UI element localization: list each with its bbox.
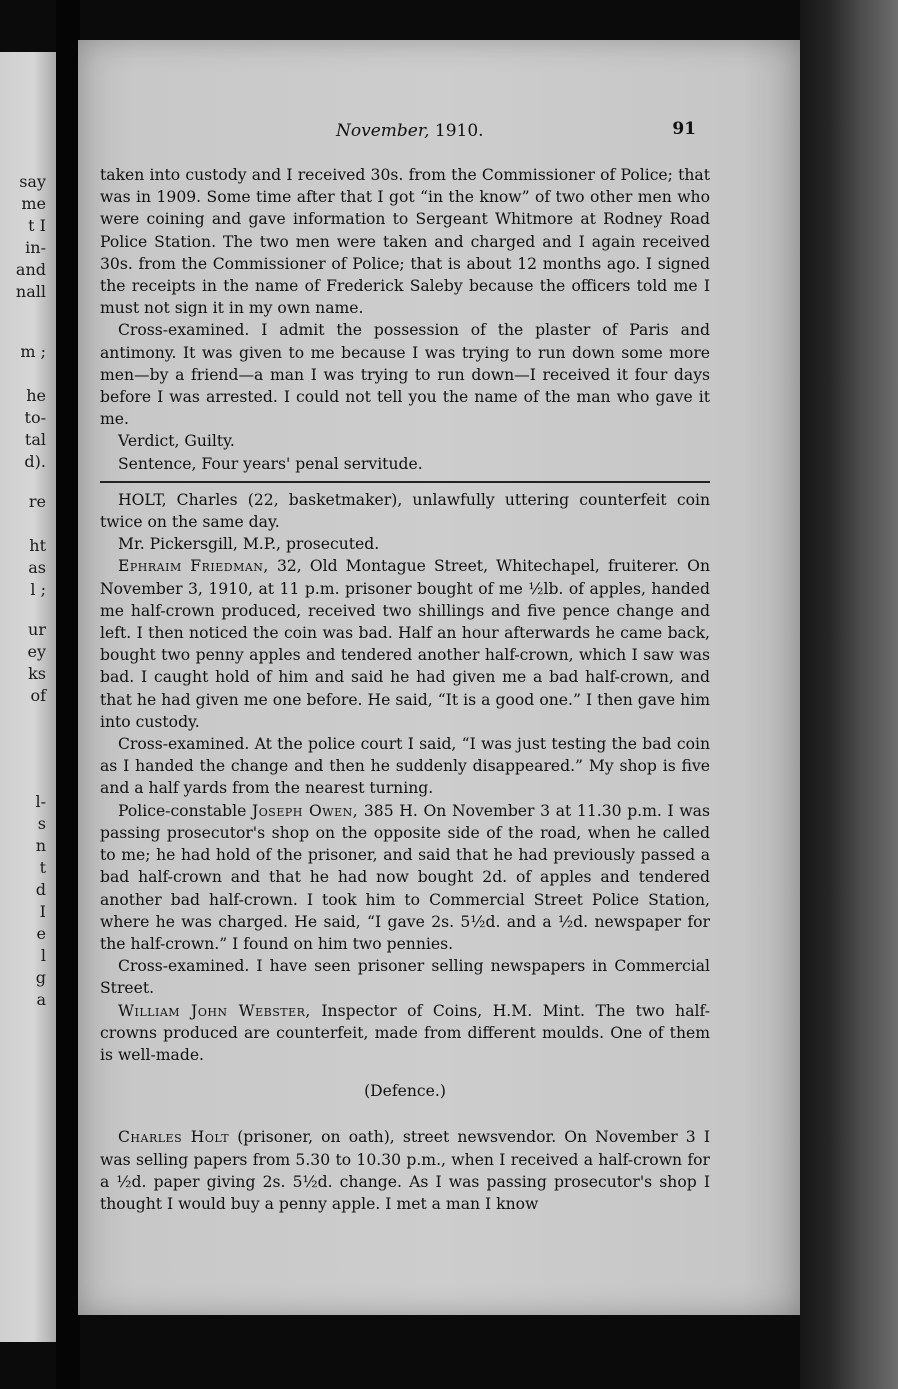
left-margin-fragment: and bbox=[15, 260, 46, 279]
left-margin-fragment: ht bbox=[29, 536, 46, 555]
witness-name-webster: William John Webster, bbox=[118, 1001, 311, 1020]
friedman-text: 32, Old Montague Street, Whitechapel, fruiterer. On November 3, 1910, at 11 p.m. prisoner bought of me ½lb. of apples, handed me half-crown produced, received two shillings and five pence change and left. I then noticed the coin was bad. Half an hour afterwards he came back, bought two penny apples and tendered another half-crown, which I saw was bad. I caught hold of him and said he had given me a bad half-crown, and that he had given me one before. He said, “It is a good one.” I then gave him into custody. bbox=[100, 557, 710, 731]
left-margin-fragment: n bbox=[35, 836, 46, 855]
left-margin-fragment: t bbox=[39, 858, 46, 877]
defence-heading: (Defence.) bbox=[364, 1082, 446, 1101]
paragraph-continued-testimony: taken into custody and I received 30s. from the Commissioner of Police; that was in 1909. Some time after that I got “in the know” of two other men who were coining and gave information to Sergeant Whitmore at Rodney Road Police Station. The two men were taken and charged and I again received 30s. from the Commissioner of Police; that is about 12 months ago. I signed the receipts in the name of Frederick Saleby because the officers told me I must not sign it in my own name. bbox=[100, 166, 710, 318]
left-margin-fragment: to- bbox=[24, 408, 46, 427]
header-year: 1910. bbox=[434, 121, 484, 141]
left-margin-fragment: nall bbox=[15, 282, 46, 301]
running-header bbox=[100, 118, 710, 164]
left-margin-fragment: d). bbox=[24, 452, 46, 471]
left-margin-fragment: g bbox=[35, 968, 46, 987]
left-margin-fragment: tal bbox=[24, 430, 46, 449]
left-margin-fragment: m ; bbox=[20, 342, 46, 361]
left-margin-fragment: I bbox=[39, 902, 46, 921]
paragraph-verdict: Verdict, Guilty. bbox=[118, 432, 235, 451]
left-margin-fragment: l bbox=[40, 946, 46, 965]
witness-name-friedman: Ephraim Friedman, bbox=[118, 557, 269, 576]
owen-prefix: Police-constable bbox=[118, 801, 253, 820]
owen-text: 385 H. On November 3 at 11.30 p.m. I was passing prosecutor's shop on the opposite side of the road, when he called to me; he had hold of the prisoner, and said that he had previously passed a bad half-crown and that he had now bought 2d. of apples and tendered another bad half-crown. I took him to Commercial Street Police Station, where he was charged. He said, “I gave 2s. 5½d. and a ½d. newspaper for the half-crown.” I found on him two pennies. bbox=[100, 801, 710, 953]
left-margin-fragment: of bbox=[30, 686, 46, 705]
page-text bbox=[100, 118, 710, 1215]
paragraph-cross-examined-3: Cross-examined. I have seen prisoner selling newspapers in Commercial Street. bbox=[100, 957, 710, 998]
paragraph-case-heading: HOLT, Charles (22, basketmaker), unlawfully uttering counterfeit coin twice on the same day. bbox=[100, 490, 710, 532]
paragraph-sentence: Sentence, Four years' penal servitude. bbox=[118, 454, 423, 473]
left-margin-fragment: a bbox=[36, 990, 46, 1009]
left-margin-fragment: ur bbox=[28, 620, 46, 639]
paragraph-friedman-testimony bbox=[100, 555, 710, 733]
paragraph-prosecutor: Mr. Pickersgill, M.P., prosecuted. bbox=[118, 535, 380, 554]
page-number: 91 bbox=[672, 119, 696, 139]
left-margin-fragment: d bbox=[35, 880, 46, 899]
paragraph-webster-testimony bbox=[100, 1000, 710, 1067]
book-gutter bbox=[56, 0, 80, 1389]
paragraph-cross-examined-2: Cross-examined. At the police court I said, “I was just testing the bad coin as I handed the change and then he suddenly disappeared.” My shop is five and a half yards from the nearest turning. bbox=[100, 735, 710, 798]
left-margin-fragment: re bbox=[28, 492, 46, 511]
left-margin-fragment: as bbox=[28, 558, 46, 577]
right-background bbox=[800, 0, 898, 1389]
header-date bbox=[336, 120, 484, 142]
left-margin-fragment: in- bbox=[25, 238, 46, 257]
left-margin-fragment: t I bbox=[28, 216, 46, 235]
left-margin-fragment: e bbox=[36, 924, 46, 943]
left-margin-fragment: me bbox=[21, 194, 46, 213]
holt-text: (prisoner, on oath), street newsvendor. On November 3 I was selling papers from 5.30 to 10.30 p.m., when I received a half-crown for a ½d. paper giving 2s. 5½d. change. As I was passing prosecutor's shop I thought I would buy a penny apple. I met a man I know bbox=[100, 1128, 710, 1213]
left-margin-fragment: s bbox=[37, 814, 46, 833]
paragraph-owen-testimony bbox=[100, 800, 710, 955]
case-divider bbox=[100, 481, 710, 483]
left-margin-fragment: ks bbox=[28, 664, 46, 683]
witness-name-holt: Charles Holt bbox=[118, 1128, 230, 1147]
header-month: November, bbox=[336, 121, 430, 141]
left-margin-fragment: l ; bbox=[30, 580, 46, 599]
webster-text: Inspector of Coins, H.M. Mint. The two half-crowns produced are counterfeit, made from different moulds. One of them is well-made. bbox=[100, 1001, 710, 1064]
paragraph-holt-testimony bbox=[100, 1126, 710, 1215]
left-margin-fragment: he bbox=[26, 386, 46, 405]
left-margin-fragment: say bbox=[19, 172, 46, 191]
left-margin-fragment: ey bbox=[27, 642, 46, 661]
left-margin-fragment: l- bbox=[35, 792, 46, 811]
left-page-edge bbox=[0, 52, 56, 1342]
witness-name-owen: Joseph Owen, bbox=[252, 801, 359, 820]
paragraph-cross-examined-1: Cross-examined. I admit the possession of the plaster of Paris and antimony. It was given to me because I was trying to run down some more men—by a friend—a man I was trying to run down—I received it four days before I was arrested. I could not tell you the name of the man who gave it me. bbox=[100, 321, 710, 429]
